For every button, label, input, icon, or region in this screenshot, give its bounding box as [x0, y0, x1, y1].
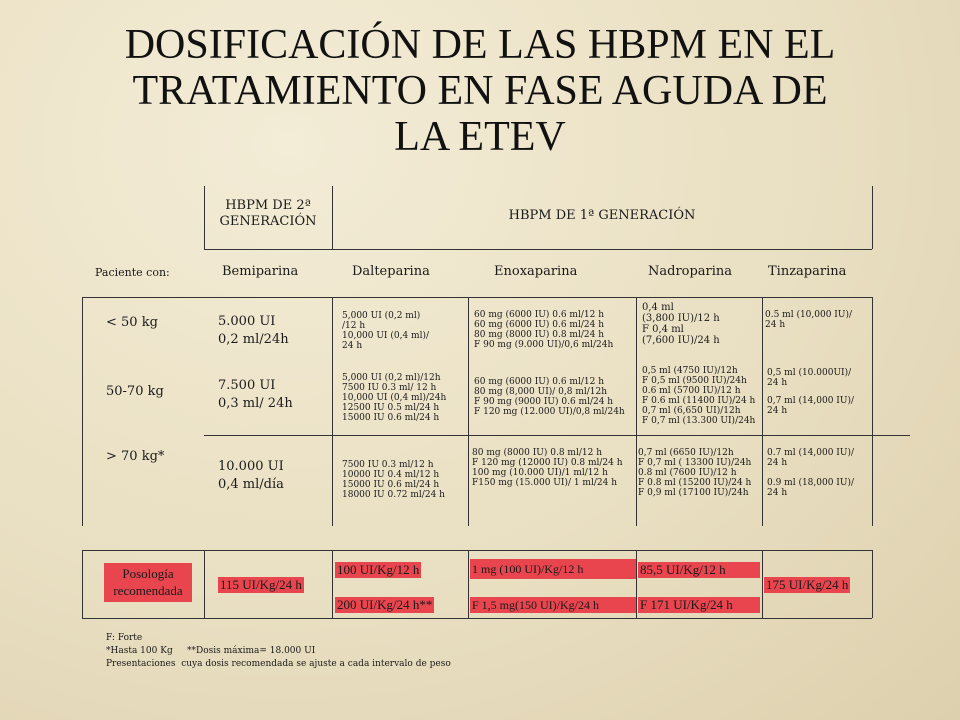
dose-line: (3,800 IU)/12 h	[642, 313, 720, 324]
posology-label-line: Posología	[122, 566, 174, 581]
dose-line: F 90 mg (9000 IU) 0.6 ml/24 h	[474, 397, 614, 407]
dose-line: F150 mg (15.000 UI)/ 1 ml/24 h	[472, 478, 617, 488]
dose-line: 0.6 ml (5700 IU)/12 h	[642, 386, 741, 396]
dose-line: 0,7 ml (14,000 IU)/	[767, 396, 854, 406]
grid-line	[468, 297, 469, 526]
posology-enoxaparina-1: 1 mg (100 UI)/Kg/12 h	[470, 559, 636, 579]
posology-nadroparina-2: F 171 UI/Kg/24 h	[638, 597, 760, 613]
dose-line: 10,000 UI (0,4 ml)/24h	[342, 393, 447, 403]
posology-tinzaparina: 175 UI/Kg/24 h	[766, 577, 849, 592]
dose-line: 10.000 UI	[218, 459, 284, 474]
column-nadroparina: Nadroparina	[648, 264, 733, 279]
footnote: Presentaciones cuya dosis recomendada se ajuste a cada intervalo de peso	[106, 659, 451, 669]
dose-line: 60 mg (6000 IU) 0.6 ml/12 h	[474, 377, 604, 387]
grid-line	[332, 186, 333, 249]
dose-line: 80 mg (8000 IU) 0.8 ml/12 h	[472, 448, 602, 458]
dose-line: 80 mg (8,000 UI)/ 0,8 ml/12h	[474, 387, 608, 397]
dose-line: (7,600 IU)/24 h	[642, 335, 720, 346]
dose-line: 24 h	[767, 458, 788, 468]
grid-line	[332, 297, 333, 526]
dose-line: 0.9 ml (18,000 IU)/	[767, 478, 854, 488]
dose-line: 18000 IU 0.72 ml/24 h	[342, 490, 445, 500]
enoxaparina-dose	[474, 377, 625, 417]
footnote: F: Forte	[106, 633, 143, 643]
header-1st-generation: HBPM DE 1ª GENERACIÓN	[508, 208, 696, 223]
title-line: LA ETEV	[394, 114, 566, 160]
grid-line	[82, 618, 872, 619]
bemiparina-dose	[218, 313, 289, 349]
posology-bemiparina: 115 UI/Kg/24 h	[220, 577, 302, 592]
dose-line: 24 h	[767, 406, 788, 416]
header-line: GENERACIÓN	[219, 214, 317, 229]
dose-line: 24 h	[342, 341, 363, 351]
footnote: *Hasta 100 Kg **Dosis máxima= 18.000 UI	[106, 646, 316, 656]
enoxaparina-dose	[472, 448, 623, 488]
grid-line	[636, 550, 637, 618]
dalteparina-dose	[342, 373, 446, 423]
tinzaparina-dose	[767, 448, 854, 498]
dose-line: 80 mg (8000 IU) 0.8 ml/24 h	[474, 330, 604, 340]
grid-line	[204, 186, 205, 249]
grid-line	[204, 249, 872, 250]
grid-line	[204, 550, 205, 618]
dose-line: 10,000 UI (0,4 ml)/	[342, 331, 429, 341]
tinzaparina-dose	[765, 310, 852, 330]
enoxaparina-dose	[474, 310, 613, 350]
dose-line: 10000 IU 0.4 ml/12 h	[342, 470, 440, 480]
bemiparina-dose	[218, 377, 293, 413]
dose-line: F 0,4 ml	[642, 324, 684, 335]
column-dalteparina: Dalteparina	[352, 264, 430, 279]
dose-line: F 0.8 ml (15200 IU)/24 h	[638, 478, 752, 488]
posology-label-line: recomendada	[113, 583, 183, 598]
title-line: DOSIFICACIÓN DE LAS HBPM EN EL	[124, 22, 836, 68]
dose-line: F 0,7 ml (13.300 UI)/24h	[642, 416, 756, 426]
header-line: HBPM DE 2ª	[225, 198, 311, 213]
grid-line	[468, 550, 469, 618]
grid-line	[636, 297, 637, 526]
dose-line: /12 h	[342, 321, 366, 331]
tinzaparina-dose	[767, 368, 854, 416]
dose-line: 100 mg (10.000 UI)/1 ml/12 h	[472, 468, 608, 478]
posology-enoxaparina-2: F 1,5 mg(150 UI)/Kg/24 h	[470, 597, 636, 613]
dose-line: 60 mg (6000 IU) 0.6 ml/12 h	[474, 310, 604, 320]
grid-line	[872, 550, 873, 618]
dalteparina-dose	[342, 460, 445, 500]
posology-dalteparina-2: 200 UI/Kg/24 h**	[337, 597, 433, 612]
slide-title	[70, 22, 890, 160]
grid-line	[872, 186, 873, 249]
row-label-over-70kg: > 70 kg*	[106, 449, 165, 464]
dose-line: 0,7 ml (6650 IU)/12h	[638, 448, 734, 458]
dose-line: 0.7 ml (14,000 IU)/	[767, 448, 854, 458]
grid-line	[762, 550, 763, 618]
spacer	[767, 468, 854, 478]
dose-line: 0.5 ml (10,000 IU)/	[765, 310, 852, 320]
dose-line: 24 h	[767, 378, 788, 388]
dose-line: 15000 IU 0.6 ml/24 h	[342, 413, 440, 423]
dose-line: F 120 mg (12000 IU) 0.8 ml/24 h	[472, 458, 623, 468]
dose-line: 0,4 ml/día	[218, 477, 284, 492]
dose-line: 0,2 ml/24h	[218, 332, 289, 347]
grid-line	[762, 297, 763, 526]
grid-line	[872, 297, 873, 526]
dose-line: 0,5 ml (10.000UI)/	[767, 368, 852, 378]
row-label-under-50kg: < 50 kg	[106, 315, 158, 330]
patient-label: Paciente con:	[95, 266, 170, 279]
posology-dalteparina-1: 100 UI/Kg/12 h	[337, 562, 420, 577]
spacer	[767, 388, 854, 396]
grid-line	[82, 297, 872, 298]
column-bemiparina: Bemiparina	[222, 264, 299, 279]
dalteparina-dose	[342, 311, 429, 351]
dose-line: 12500 IU 0.5 ml/24 h	[342, 403, 440, 413]
footnotes	[106, 632, 451, 671]
dose-line: 24 h	[765, 320, 786, 330]
dose-line: F 0,7 ml ( 13300 IU)/24h	[638, 458, 752, 468]
nadroparina-dose	[642, 302, 720, 346]
column-enoxaparina: Enoxaparina	[494, 264, 578, 279]
dose-line: 0,4 ml	[642, 302, 674, 313]
dose-line: 7500 IU 0.3 ml/ 12 h	[342, 383, 437, 393]
nadroparina-dose	[638, 448, 751, 498]
dose-line: 7.500 UI	[218, 378, 276, 393]
dose-line: 5,000 UI (0,2 ml)	[342, 311, 421, 321]
dose-line: 0,5 ml (4750 IU)/12h	[642, 366, 738, 376]
dose-line: 0.8 ml (7600 IU)/12 h	[638, 468, 737, 478]
dose-line: F 90 mg (9.000 UI)/0,6 ml/24h	[474, 340, 614, 350]
grid-line	[82, 550, 872, 551]
dose-line: 0,3 ml/ 24h	[218, 396, 293, 411]
dose-line: F 120 mg (12.000 UI)/0,8 ml/24h	[474, 407, 625, 417]
grid-line	[82, 297, 83, 526]
nadroparina-dose	[642, 366, 755, 426]
column-tinzaparina: Tinzaparina	[768, 264, 847, 279]
dose-line: F 0.6 ml (11400 IU)/24 h	[642, 396, 756, 406]
dose-line: F 0,9 ml (17100 IU)/24h	[638, 488, 749, 498]
dose-line: F 0,5 ml (9500 IU)/24h	[642, 376, 747, 386]
posology-label	[104, 563, 192, 602]
posology-nadroparina-1: 85,5 UI/Kg/12 h	[638, 562, 760, 578]
dose-line: 24 h	[767, 488, 788, 498]
dose-line: 15000 IU 0.6 ml/24 h	[342, 480, 440, 490]
grid-line	[332, 550, 333, 618]
row-label-50-70kg: 50-70 kg	[106, 384, 164, 399]
dose-line: 0,7 ml (6,650 UI)/12h	[642, 406, 741, 416]
dose-line: 5.000 UI	[218, 314, 276, 329]
grid-line	[204, 435, 910, 436]
dose-line: 60 mg (6000 IU) 0.6 ml/24 h	[474, 320, 604, 330]
dose-line: 7500 IU 0.3 ml/12 h	[342, 460, 434, 470]
title-line: TRATAMIENTO EN FASE AGUDA DE	[132, 68, 828, 114]
dose-line: 5,000 UI (0,2 ml)/12h	[342, 373, 441, 383]
header-2nd-generation	[206, 198, 330, 230]
grid-line	[82, 550, 83, 618]
bemiparina-dose	[218, 458, 284, 494]
